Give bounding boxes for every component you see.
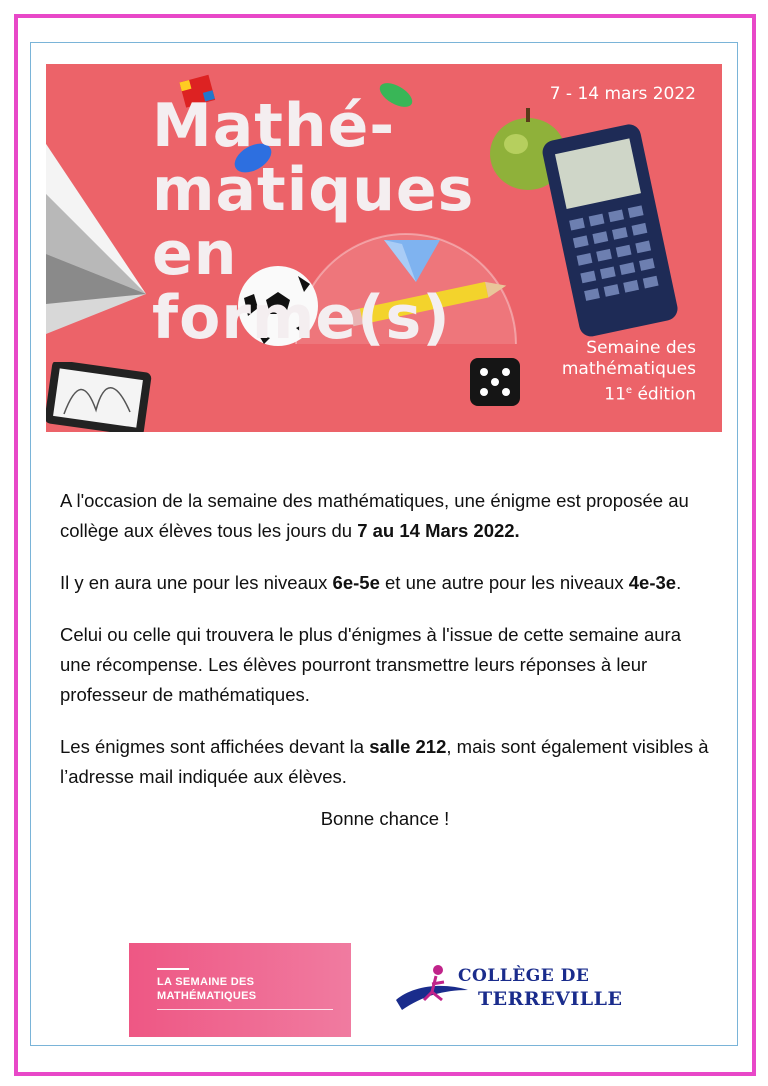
location-text: Les énigmes sont affichées devant la bbox=[60, 736, 370, 757]
semaine-maths-logo bbox=[129, 943, 351, 1037]
paragraph-intro bbox=[60, 486, 710, 546]
intro-dates: 7 au 14 Mars 2022. bbox=[357, 520, 520, 541]
banner-edition bbox=[562, 338, 696, 406]
banner-title-line: matiques bbox=[152, 155, 475, 225]
levels-text: . bbox=[676, 572, 682, 593]
logo-underline bbox=[157, 1009, 333, 1010]
logo-bar bbox=[157, 968, 189, 970]
banner-title-line: forme(s) bbox=[152, 283, 451, 353]
logo-line: LA SEMAINE DES bbox=[157, 976, 255, 988]
banner-title-line: Mathé- bbox=[152, 91, 396, 161]
tablet-graph-icon bbox=[46, 362, 156, 432]
college-terreville-logo bbox=[392, 952, 622, 1022]
banner-edition-line bbox=[562, 380, 696, 406]
dice-icon bbox=[466, 354, 524, 410]
paragraph-location bbox=[60, 732, 710, 792]
college-name-line2: TERREVILLE bbox=[478, 988, 623, 1010]
announcement-text bbox=[60, 486, 710, 856]
banner-title bbox=[152, 91, 475, 353]
paragraph-reward: Celui ou celle qui trouvera le plus d'énigmes à l'issue de cette semaine aura une récompense. Les élèves pourront transmettre leurs réponses à leur professeur de mathématiques. bbox=[60, 624, 681, 705]
banner-title-line: en bbox=[152, 219, 238, 289]
logo-text bbox=[157, 975, 256, 1003]
banner-week-line: Semaine des bbox=[586, 338, 696, 359]
edition-number: 11 bbox=[604, 385, 626, 405]
location-text: , mais sont également visibles à l’adresse mail indiquée aux élèves. bbox=[60, 736, 709, 787]
banner-week-line: mathématiques bbox=[561, 359, 696, 380]
banner-dates: 7 - 14 mars 2022 bbox=[549, 84, 696, 104]
edition-superscript: e bbox=[625, 385, 633, 397]
logo-line: MATHÉMATIQUES bbox=[157, 990, 257, 1002]
levels-text: Il y en aura une pour les niveaux bbox=[60, 572, 333, 593]
paragraph-levels bbox=[60, 568, 710, 598]
levels-first: 6e-5e bbox=[332, 572, 380, 593]
location-room: salle 212 bbox=[369, 736, 447, 757]
closing-text: Bonne chance ! bbox=[320, 808, 450, 829]
college-name-line1: COLLÈGE DE bbox=[458, 966, 590, 986]
edition-word: édition bbox=[632, 385, 696, 405]
levels-second: 4e-3e bbox=[628, 572, 677, 593]
banner bbox=[46, 64, 722, 432]
cone-icon bbox=[46, 134, 156, 334]
levels-text: et une autre pour les niveaux bbox=[379, 572, 629, 593]
intro-text: A l'occasion de la semaine des mathématiques, une énigme est proposée au collège aux élèves tous les jours du bbox=[60, 490, 689, 541]
calculator-icon bbox=[542, 120, 682, 340]
